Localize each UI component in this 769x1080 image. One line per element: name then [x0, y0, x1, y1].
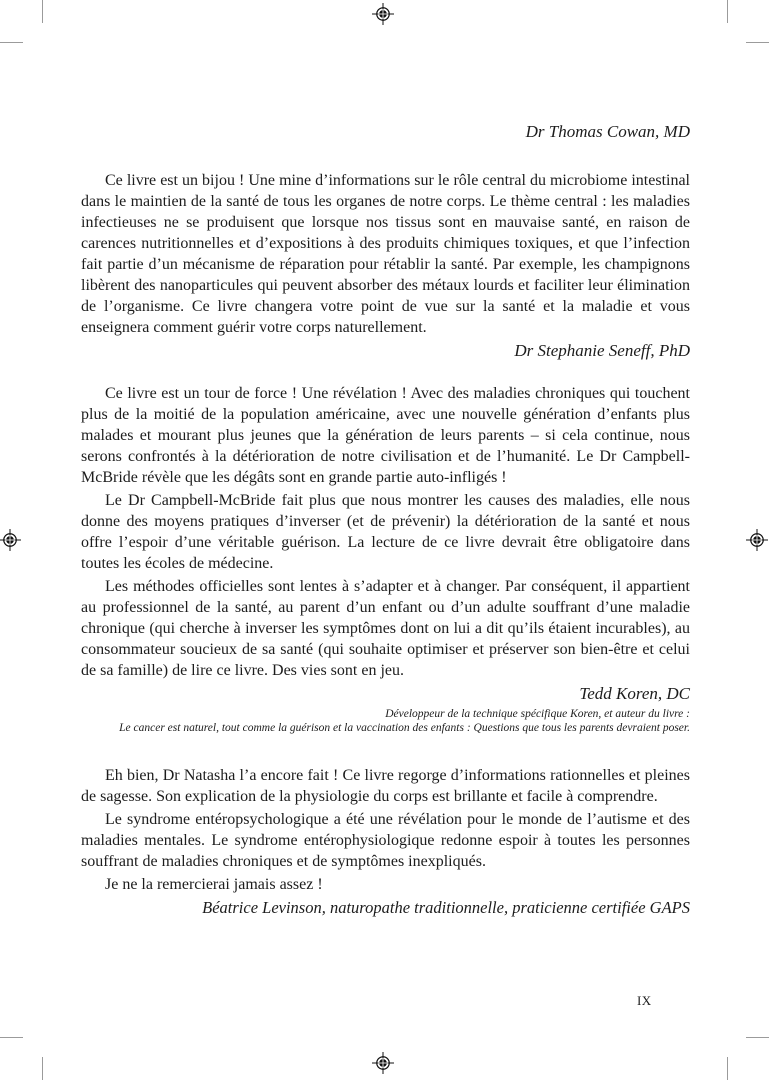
crop-mark: [0, 1037, 23, 1038]
endorsement-attribution: Tedd Koren, DC: [579, 684, 690, 703]
attribution-note-line: Le cancer est naturel, tout comme la guérison et la vaccination des enfants : Questions que tous les parents devraient poser.: [119, 722, 690, 734]
registration-mark-icon: [372, 3, 394, 25]
endorsement: [81, 383, 690, 735]
registration-mark-icon: [0, 529, 21, 551]
endorsement: [81, 765, 690, 919]
attribution-note: [81, 707, 690, 735]
registration-mark-icon: [372, 1052, 394, 1074]
crop-mark: [727, 1057, 728, 1080]
crop-mark: [746, 42, 769, 43]
endorsement-attribution: Dr Thomas Cowan, MD: [525, 122, 690, 141]
endorsement-paragraph: Le Dr Campbell-McBride fait plus que nous montrer les causes des maladies, elle nous donne des moyens pratiques d’inverser (et de prévenir) la détérioration de la santé et nous offre l’espoir d’une véritable guérison. La lecture de ce livre devrait être obligatoire dans toutes les écoles de médecine.: [81, 492, 690, 572]
attribution-note-line: Développeur de la technique spécifique Koren, et auteur du livre :: [385, 708, 690, 720]
endorsement-paragraph: Le syndrome entéropsychologique a été une révélation pour le monde de l’autisme et des maladies mentales. Le syndrome entérophysiologique redonne espoir à toutes les personnes souffrant de maladies chroniques et de symptômes inexpliqués.: [81, 811, 690, 870]
crop-mark: [0, 42, 23, 43]
endorsement-attribution: Dr Stephanie Seneff, PhD: [514, 341, 690, 360]
endorsement-paragraph: Les méthodes officielles sont lentes à s’adapter et à changer. Par conséquent, il appartient au professionnel de la santé, au parent d’un enfant ou d’un adulte souffrant d’une maladie chronique (qui cherche à inverser les symptômes dont on lui a dit qu’ils étaient incurables), au consommateur soucieux de sa santé (qui souhaite optimiser et préserver son bien-être et celui de sa famille) de lire ce livre. Des vies sont en jeu.: [81, 578, 690, 679]
crop-mark: [42, 0, 43, 23]
registration-mark-icon: [746, 529, 768, 551]
endorsement-paragraph: Ce livre est un tour de force ! Une révélation ! Avec des maladies chroniques qui touchent plus de la moitié de la population américaine, avec une nouvelle génération d’enfants plus malades et mourant plus jeunes que la génération de leurs parents – si cela continue, nous serons confrontés à la détérioration de notre civilisation et de l’humanité. Le Dr Campbell-McBride révèle que les dégâts sont en grande partie auto-infligés !: [81, 385, 690, 486]
page-number: IX: [637, 993, 652, 1008]
endorsements-block: [81, 121, 690, 919]
crop-mark: [42, 1057, 43, 1080]
endorsement-paragraph: Eh bien, Dr Natasha l’a encore fait ! Ce livre regorge d’informations rationnelles et pleines de sagesse. Son explication de la physiologie du corps est brillante et facile à comprendre.: [81, 767, 690, 805]
endorsement: [81, 170, 690, 362]
crop-mark: [727, 0, 728, 23]
crop-mark: [746, 1037, 769, 1038]
endorsement-paragraph: Ce livre est un bijou ! Une mine d’informations sur le rôle central du microbiome intestinal dans le maintien de la santé de tous les organes de notre corps. Le thème central : les maladies infectieuses ne se produisent que lorsque nos tissus sont en mauvaise santé, en raison de carences nutritionnelles et d’expositions à des produits chimiques toxiques, et que l’infection fait partie d’un mécanisme de réparation pour rétablir la santé. Par exemple, les champignons libèrent des nanoparticules qui peuvent absorber des métaux lourds et faciliter leur élimination de l’organisme. Ce livre changera votre point de vue sur la santé et la maladie et vous enseignera comment guérir votre corps naturellement.: [81, 172, 690, 336]
endorsement-paragraph: Je ne la remercierai jamais assez !: [105, 876, 323, 893]
endorsement-attribution: Béatrice Levinson, naturopathe traditionnelle, praticienne certifiée GAPS: [202, 898, 690, 917]
